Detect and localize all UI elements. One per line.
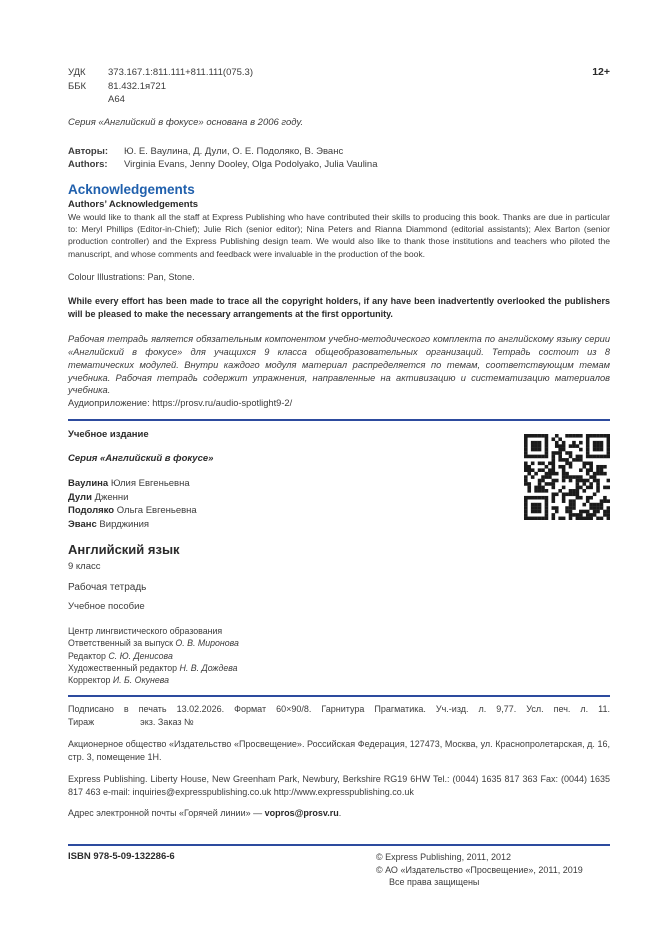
divider-rule-middle [68, 695, 610, 697]
copyright-line: © АО «Издательство «Просвещение», 2011, 2019 [376, 864, 583, 875]
divider-rule-top [68, 419, 610, 421]
staff-line: Художественный редактор Н. В. Дождева [68, 662, 238, 673]
tirazh-rest: экз. Заказ № [140, 717, 194, 728]
authors-ru-value: Ю. Е. Ваулина, Д. Дули, О. Е. Подоляко, В. Эванс [124, 145, 344, 157]
rights-reserved-line: Все права защищены [389, 877, 480, 888]
edition-author: Подоляко Ольга Евгеньевна [68, 505, 197, 517]
acknowledgements-title: Acknowledgements [68, 181, 195, 197]
edition-author: Ваулина Юлия Евгеньевна [68, 478, 190, 490]
footer-block [68, 851, 610, 889]
tirazh-label: Тираж [68, 717, 95, 728]
print-info-line1: Подписано в печать 13.02.2026. Формат 60×90/8. Гарнитура Прагматика. Уч.-изд. л. 9,77. Усл. печ. л. 11. [68, 704, 610, 715]
udk-row [68, 66, 610, 80]
book-kind: Учебное пособие [68, 601, 145, 613]
qr-code [524, 434, 610, 520]
edition-author: Дули Дженни [68, 491, 129, 503]
authors-ru-row [68, 145, 610, 159]
audio-supplement-line [68, 397, 610, 410]
acknowledgements-subtitle: Authors’ Acknowledgements [68, 198, 199, 210]
bbk-label: ББК [68, 80, 87, 92]
edition-author: Эванс Вирджиния [68, 518, 150, 530]
series-founded-note: Серия «Английский в фокусе» основана в 2006 году. [68, 116, 304, 128]
copyright-line: © Express Publishing, 2011, 2012 [376, 852, 512, 863]
isbn: ISBN 978-5-09-132286-6 [68, 851, 175, 863]
staff-line: Редактор С. Ю. Денисова [68, 650, 173, 661]
staff-line: Корректор И. Б. Окунева [68, 674, 170, 685]
authors-en-value: Virginia Evans, Jenny Dooley, Olga Podolyako, Julia Vaulina [124, 159, 378, 170]
authors-block [68, 145, 610, 172]
staff-line: Ответственный за выпуск О. В. Миронова [68, 638, 239, 649]
classification-block [68, 66, 610, 107]
print-info-block [68, 703, 610, 729]
acknowledgements-section [68, 182, 610, 322]
hotline-email: vopros@prosv.ru [264, 808, 339, 819]
print-info-line2 [68, 716, 610, 729]
book-grade: 9 класс [68, 561, 101, 573]
edition-series: Серия «Английский в фокусе» [68, 453, 214, 465]
audio-label: Аудиоприложение: [68, 398, 150, 409]
copyright-block [376, 851, 610, 889]
udk-label: УДК [68, 67, 86, 78]
hotline-prefix: Адрес электронной почты «Горячей линии» — [68, 808, 263, 819]
copyright-holders-note: While every effort has been made to trace all the copyright holders, if any have been inadvertently overlooked the publishers will be pleased to make the necessary arrangements at the first opportunity. [68, 296, 610, 320]
divider-rule-bottom [68, 844, 610, 846]
edition-section [68, 429, 610, 613]
staff-center: Центр лингвистического образования [68, 626, 223, 637]
bbk-row [68, 80, 610, 94]
bbk-value: 81.432.1я721 [108, 80, 166, 92]
audio-url: https://prosv.ru/audio-spotlight9-2/ [152, 398, 293, 409]
authors-en-row [68, 158, 610, 172]
author-code-row [68, 93, 610, 107]
publisher-ru: Акционерное общество «Издательство «Просвещение». Российская Федерация, 127473, Москва, ул. Краснопролетарская, д. 16, стр. 3, помещение 1Н. [68, 739, 610, 762]
qr-code-graphic [524, 434, 610, 520]
book-title: Английский язык [68, 542, 180, 558]
author-code: А64 [108, 94, 125, 105]
colour-illustrations-note: Colour Illustrations: Pan, Stone. [68, 272, 195, 283]
edition-type: Учебное издание [68, 429, 149, 441]
acknowledgements-body: We would like to thank all the staff at Express Publishing who have contributed their skills to producing this book. Thanks are due in particular to: Meryl Phillips (Editor-in-Chief); Julie Rich (senior editor); Nina Peters and Rianna Diammond (editorial assistants); Alex Barton (senior production controller) and the Express Publishing design team. We would also like to thank those institutions and teachers who piloted the manuscript, and whose comments and feedback were invaluable in the production of the book. [68, 211, 610, 259]
udk-value: 373.167.1:811.111+811.111(075.3) [108, 67, 254, 78]
hotline-line [68, 807, 610, 820]
authors-en-label: Authors: [68, 159, 108, 170]
book-subtitle: Рабочая тетрадь [68, 582, 147, 594]
hotline-suffix: . [338, 808, 342, 819]
editorial-staff-block [68, 625, 610, 686]
publisher-en: Express Publishing. Liberty House, New Greenham Park, Newbury, Berkshire RG19 6HW Tel.: (0044) 1635 817 363 Fax: (0044) 1635 817 463 e-mail: inquiries@expresspublishing.co.uk http://www.expresspublishing.co.uk [68, 773, 610, 797]
authors-ru-label: Авторы: [68, 145, 108, 157]
age-rating-badge: 12+ [592, 66, 610, 78]
workbook-annotation: Рабочая тетрадь является обязательным компонентом учебно-методического комплекта по английскому языку серии «Английский в фокусе» для учащихся 9 класса общеобразовательных организаций. Тетрадь состоит из 8 тематических модулей. Внутри каждого модуля материал распределяется по темам, соответствующим темам учебника. Рабочая тетрадь содержит упражнения, направленные на активизацию и систематизацию материалов учебника. [68, 334, 610, 396]
